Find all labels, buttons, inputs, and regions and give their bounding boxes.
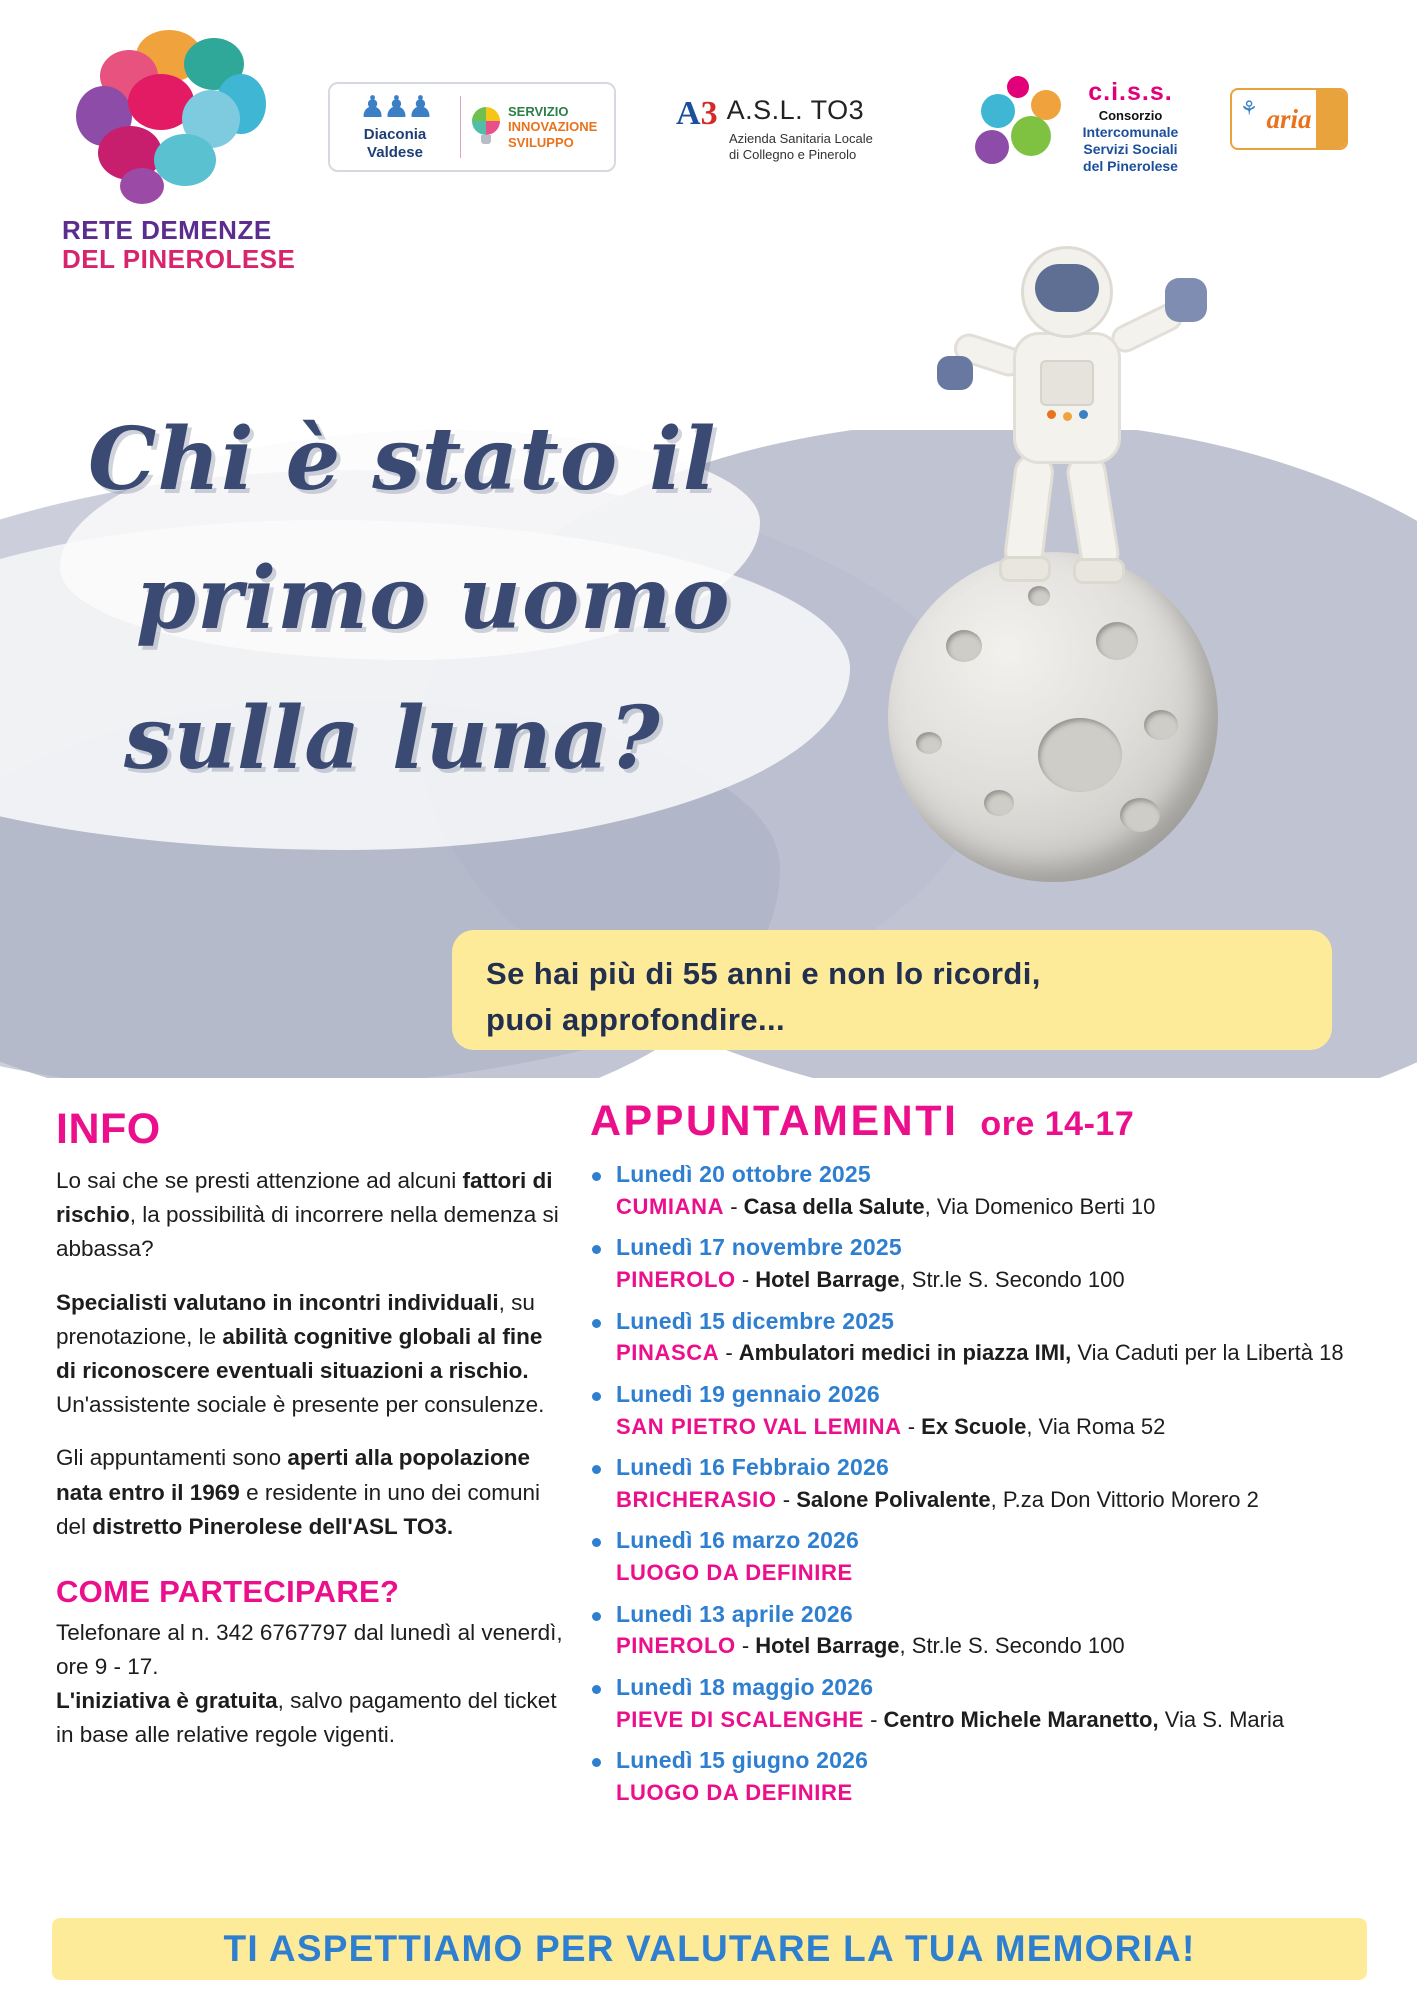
logo-rete-line2: DEL PINEROLESE: [62, 243, 296, 274]
appointment-item: [590, 1380, 1380, 1442]
logo-ciss-main: c.i.s.s.: [1088, 78, 1173, 106]
info-paragraph-2: Specialisti valutano in incontri individuali, su prenotazione, le abilità cognitive globali al fine di riconoscere eventuali situazioni a rischio. Un'assistente sociale è presente per consulenze.: [56, 1289, 545, 1418]
appointments-heading: APPUNTAMENTI: [590, 1097, 959, 1145]
moon-icon: [888, 552, 1218, 882]
appointment-location: PINEROLO - Hotel Barrage, Str.le S. Secondo 100: [616, 1267, 1125, 1293]
appointment-item: [590, 1307, 1380, 1369]
appointment-date: Lunedì 15 dicembre 2025: [616, 1307, 895, 1334]
appointment-item: [590, 1160, 1380, 1222]
people-icon: ⚘: [1240, 98, 1258, 120]
appointments-heading-row: [590, 1097, 1380, 1146]
bullet-icon: [592, 1685, 601, 1694]
brain-icon: [76, 30, 266, 210]
subtitle-line-1: Se hai più di 55 anni e non lo ricordi,: [486, 956, 1041, 991]
appointment-location: PINASCA - Ambulatori medici in piazza IMI, Via Caduti per la Libertà 18: [616, 1340, 1344, 1366]
appointment-location: BRICHERASIO - Salone Polivalente, P.za Don Vittorio Morero 2: [616, 1486, 1259, 1512]
astronaut-icon: [913, 240, 1213, 580]
come-partecipare-paragraph-2: L'iniziativa è gratuita, salvo pagamento del ticket in base alle relative regole vigenti.: [56, 1688, 557, 1748]
bullet-icon: [592, 1465, 601, 1474]
appointment-location: LUOGO DA DEFINIRE: [616, 1560, 853, 1586]
appointment-date: Lunedì 19 gennaio 2026: [616, 1380, 880, 1407]
headline-line-2: primo uomo: [136, 548, 731, 650]
logo-rete-title: [62, 216, 312, 273]
bullet-icon: [592, 1538, 601, 1547]
astronaut-moon-illustration: [878, 240, 1378, 880]
logo-diaconia-valdese: [328, 82, 616, 172]
bullet-icon: [592, 1172, 601, 1181]
appointment-item: [590, 1233, 1380, 1295]
appointment-location: SAN PIETRO VAL LEMINA - Ex Scuole, Via Roma 52: [616, 1413, 1166, 1439]
subtitle-line-2: puoi approfondire...: [486, 1001, 786, 1037]
info-paragraph-3: Gli appuntamenti sono aperti alla popolazione nata entro il 1969 e residente in uno dei comuni del distretto Pinerolese dell'ASL TO3.: [56, 1445, 541, 1539]
logo-diaconia-name: Diaconia Valdese: [363, 126, 427, 161]
headline-line-3: sulla luna?: [124, 687, 661, 789]
logo-rete-line1: RETE DEMENZE: [62, 215, 272, 245]
bullet-icon: [592, 1245, 601, 1254]
logo-aria-word: aria: [1266, 103, 1312, 134]
logo-ciss-consorzio: Consorzio: [1098, 108, 1163, 123]
logo-row: [0, 0, 1417, 274]
logo-ciss-sub: Intercomunale Servizi Sociali del Pinerolese: [1082, 124, 1179, 174]
appointment-date: Lunedì 13 aprile 2026: [616, 1600, 853, 1627]
appointment-location: PINEROLO - Hotel Barrage, Str.le S. Secondo 100: [616, 1633, 1125, 1659]
appointments-hours: ore 14-17: [980, 1105, 1135, 1143]
appointment-date: Lunedì 15 giugno 2026: [616, 1747, 869, 1773]
lightbulb-icon: [469, 107, 503, 147]
bullet-icon: [592, 1392, 601, 1401]
appointment-item: [590, 1526, 1380, 1588]
info-column: [56, 1105, 566, 1772]
appointment-item: [590, 1600, 1380, 1662]
asl-mark-icon: A3: [676, 95, 718, 132]
logo-rete-demenze: [62, 30, 312, 273]
logo-aria: [1230, 88, 1348, 150]
bullet-icon: [592, 1758, 601, 1767]
appointment-item: [590, 1453, 1380, 1515]
come-partecipare-paragraph-1: Telefonare al n. 342 6767797 dal lunedì al venerdì, ore 9 - 17.: [56, 1619, 563, 1680]
headline-line-1: Chi è stato il: [88, 409, 717, 510]
appointment-location: PIEVE DI SCALENGHE - Centro Michele Maranetto, Via S. Maria: [616, 1706, 1285, 1732]
appointment-location: LUOGO DA DEFINIRE: [616, 1779, 853, 1805]
logo-ciss: [975, 70, 1205, 182]
logo-asl-to3: [676, 95, 906, 164]
appointment-date: Lunedì 17 novembre 2025: [616, 1234, 902, 1261]
appointment-date: Lunedì 18 maggio 2026: [616, 1673, 874, 1700]
info-paragraph-1: Lo sai che se presti attenzione ad alcuni fattori di rischio, la possibilità di incorrere nella demenza si abbassa?: [56, 1168, 559, 1262]
appointments-column: [590, 1097, 1380, 1819]
subtitle-banner: [452, 930, 1332, 1050]
appointment-date: Lunedì 16 marzo 2026: [616, 1527, 860, 1554]
footer-banner: [52, 1918, 1367, 1980]
page-title: [88, 390, 908, 808]
appointment-date: Lunedì 20 ottobre 2025: [616, 1161, 871, 1187]
come-partecipare-heading: COME PARTECIPARE?: [56, 1573, 400, 1609]
logo-asl-sub: Azienda Sanitaria Locale di Collegno e Pinerolo: [729, 131, 873, 163]
info-heading: INFO: [56, 1105, 161, 1153]
people-icon: ♟♟♟: [359, 91, 431, 125]
content-area: [0, 1085, 1417, 1915]
bullet-icon: [592, 1319, 601, 1328]
logo-servizio-text: SERVIZIO INNOVAZIONE SVILUPPO: [508, 104, 598, 150]
footer-text: TI ASPETTIAMO PER VALUTARE LA TUA MEMORIA!: [223, 1928, 1196, 1969]
appointment-item: [590, 1673, 1380, 1735]
appointment-item: [590, 1746, 1380, 1808]
appointment-location: CUMIANA - Casa della Salute, Via Domenico Berti 10: [616, 1193, 1156, 1219]
logo-asl-name: A.S.L. TO3: [726, 95, 865, 125]
appointment-date: Lunedì 16 Febbraio 2026: [616, 1454, 890, 1480]
bullet-icon: [592, 1612, 601, 1621]
aria-accent-block: [1316, 90, 1346, 148]
